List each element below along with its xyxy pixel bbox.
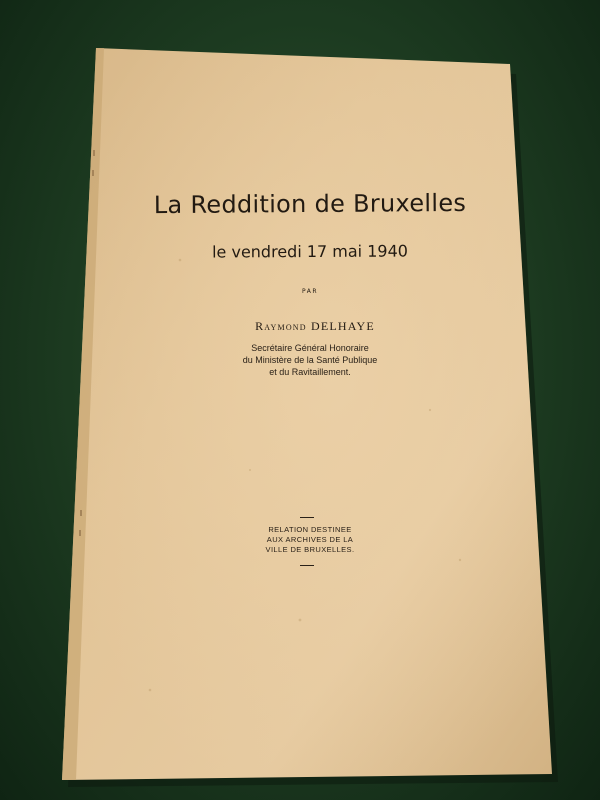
by-label: PAR — [301, 288, 318, 295]
author-name-text: Raymond DELHAYE — [255, 319, 375, 333]
booklet-subtitle: le vendredi 17 mai 1940 — [212, 241, 408, 262]
relation-note — [225, 525, 395, 555]
relation-line: VILLE DE BRUXELLES. — [265, 545, 355, 554]
role-line: du Ministère de la Santé Publique — [242, 355, 378, 365]
role-line: Secrétaire Général Honoraire — [251, 343, 369, 353]
divider-top — [300, 517, 314, 518]
author-name — [220, 319, 410, 334]
relation-line: AUX ARCHIVES DE LA — [266, 535, 354, 544]
author-roles — [200, 342, 420, 378]
divider-bottom — [300, 565, 314, 566]
booklet-title: La Reddition de Bruxelles — [153, 188, 467, 220]
role-line: et du Ravitaillement. — [269, 367, 351, 377]
relation-line: RELATION DESTINEE — [268, 525, 352, 534]
